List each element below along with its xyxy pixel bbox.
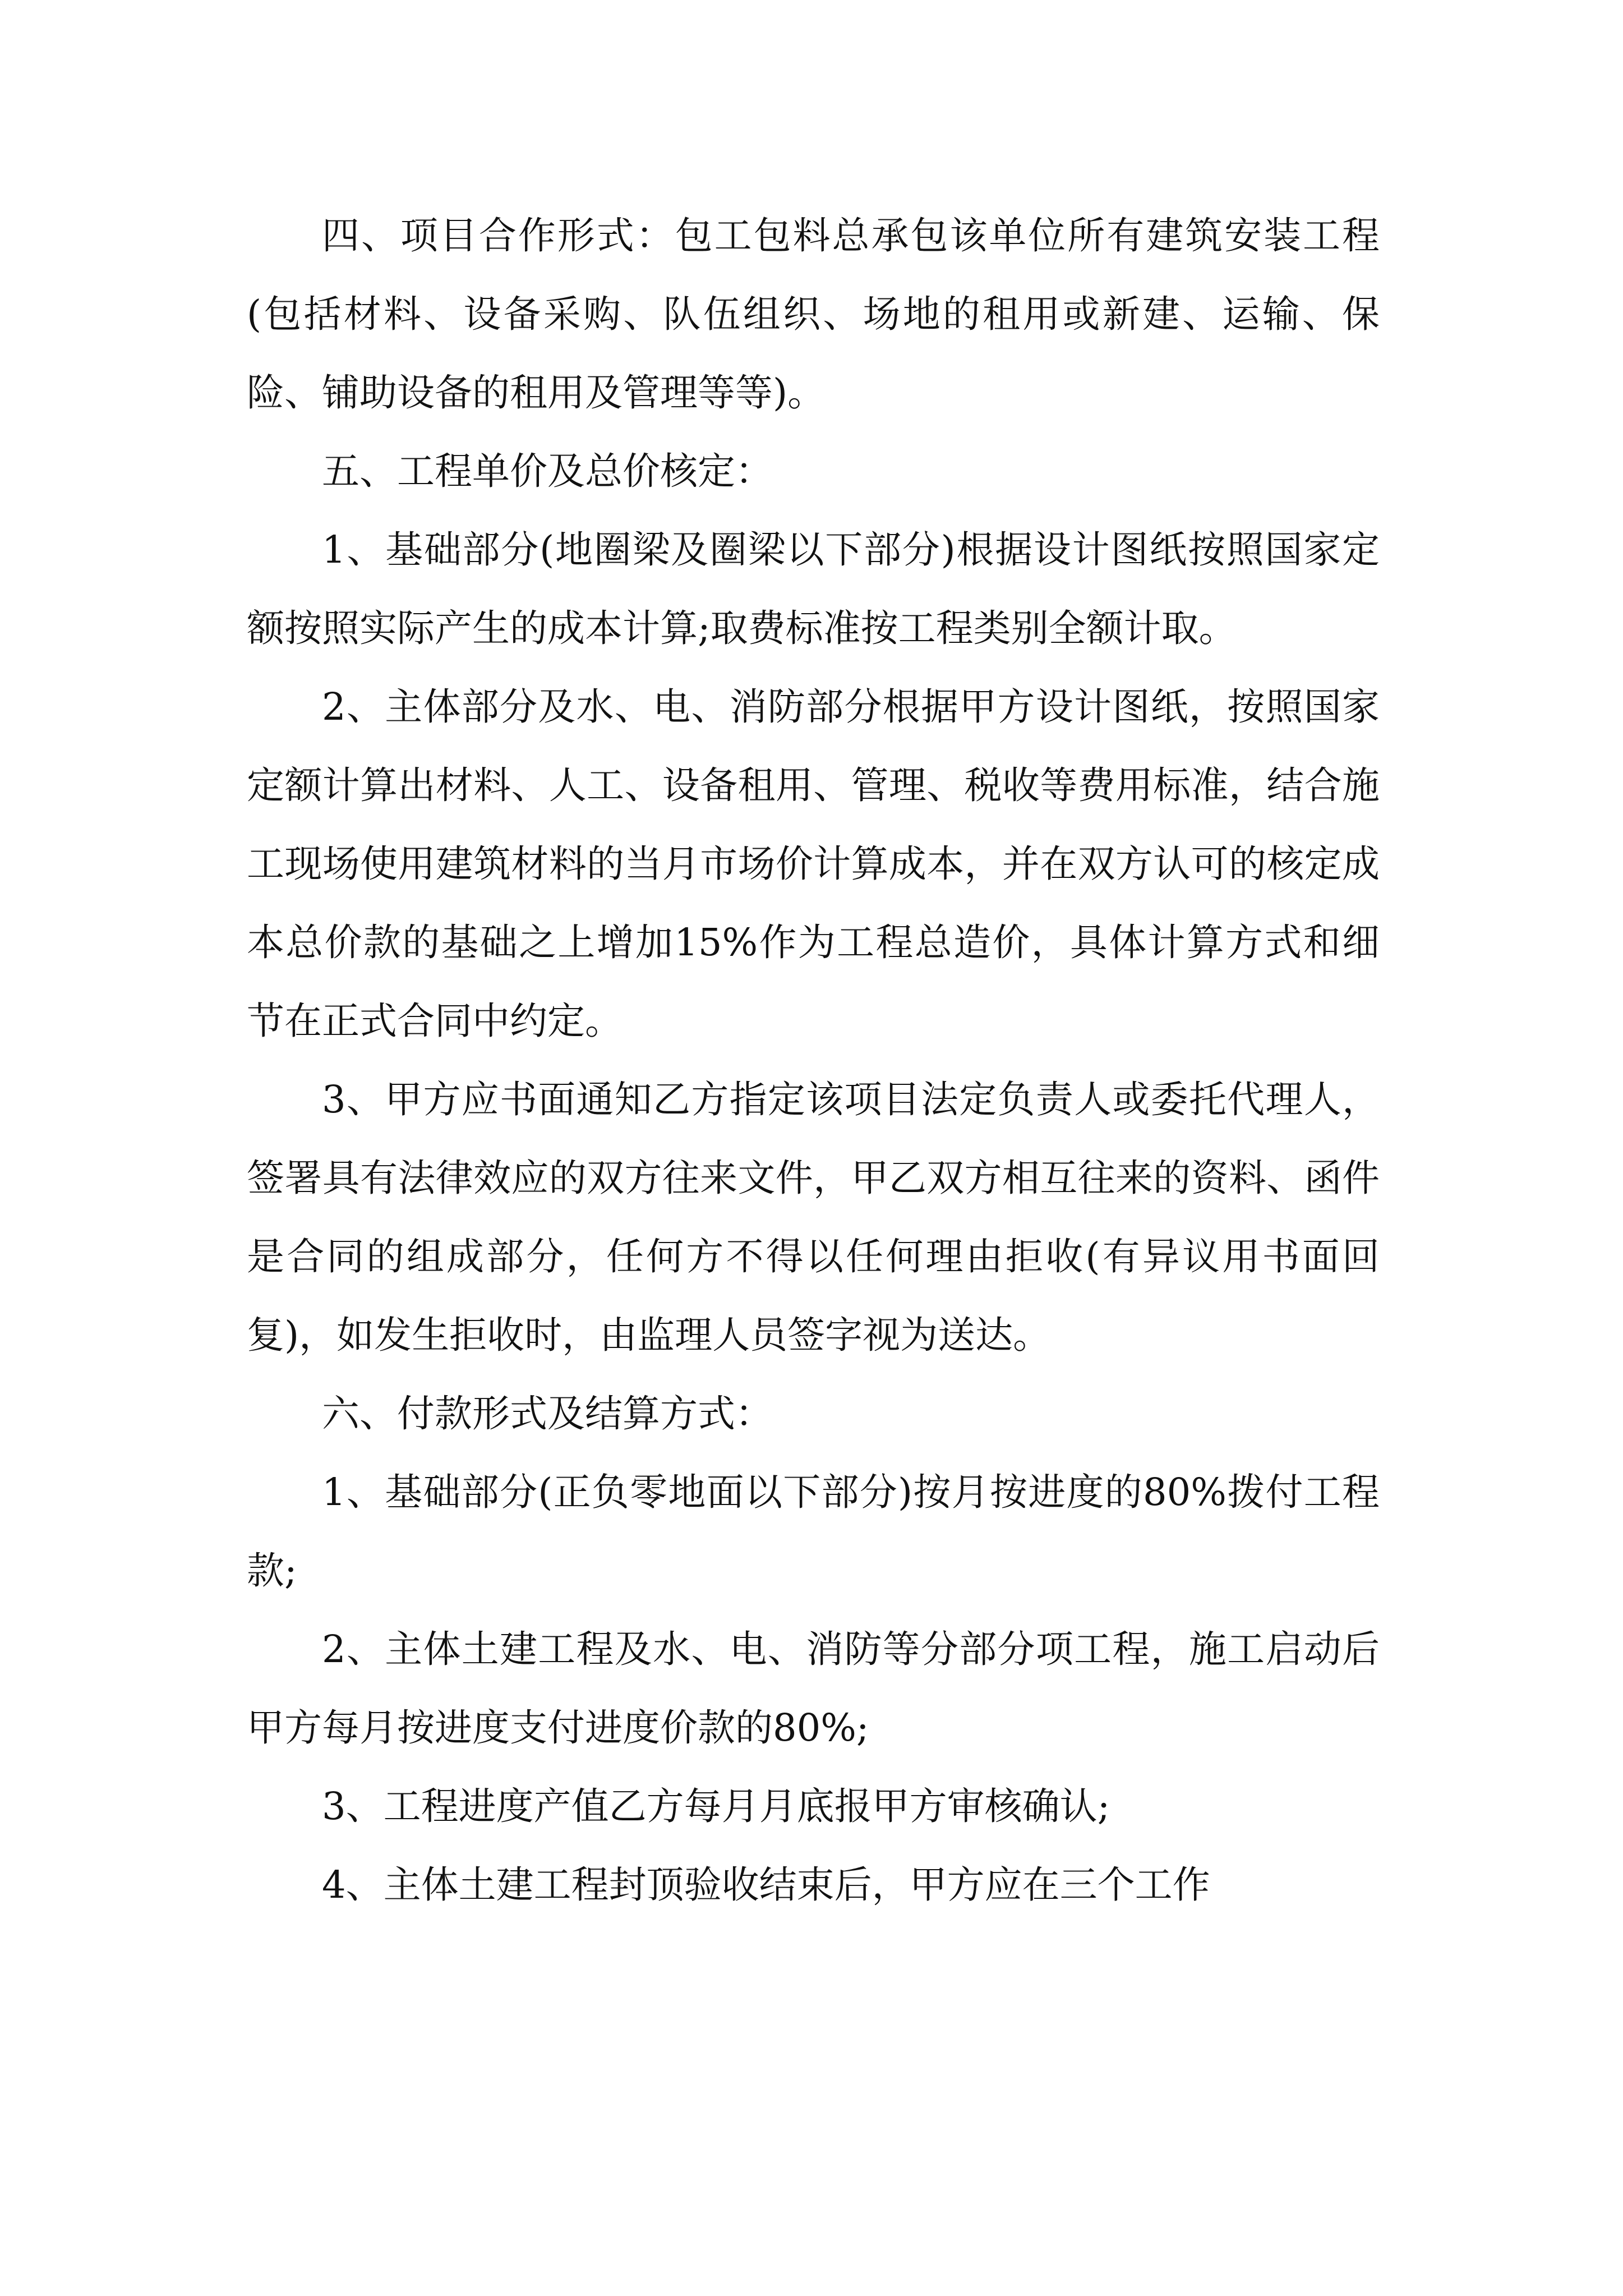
- section-6-item-1-foundation-payment: 1、基础部分(正负零地面以下部分)按月按进度的80%拨付工程款;: [247, 1470, 1380, 1593]
- section-6-heading-payment-settlement: 六、付款形式及结算方式：: [322, 1392, 773, 1435]
- section-6-item-4-acceptance: 4、主体土建工程封顶验收结束后，甲方应在三个工作: [322, 1863, 1210, 1907]
- section-5-item-1-foundation: 1、基础部分(地圈梁及圈梁以下部分)根据设计图纸按照国家定额按照实际产生的成本计算;取费标准按工程类别全额计取。: [247, 528, 1380, 650]
- document-body: [247, 196, 1380, 1924]
- section-5-item-2-main-structure: 2、主体部分及水、电、消防部分根据甲方设计图纸，按照国家定额计算出材料、人工、设备租用、管理、税收等费用标准，结合施工现场使用建筑材料的当月市场价计算成本，并在双方认可的核定成本总价款的基础之上增加15%作为工程总造价，具体计算方式和细节在正式合同中约定。: [247, 685, 1380, 1043]
- section-5-item-3-notification: 3、甲方应书面通知乙方指定该项目法定负责人或委托代理人，签署具有法律效应的双方往来文件，甲乙双方相互往来的资料、函件是合同的组成部分，任何方不得以任何理由拒收(有异议用书面回复)，如发生拒收时，由监理人员签字视为送达。: [247, 1078, 1380, 1357]
- section-4-project-cooperation-form: 四、项目合作形式：包工包料总承包该单位所有建筑安装工程(包括材料、设备采购、队伍组织、场地的租用或新建、运输、保险、铺助设备的租用及管理等等)。: [247, 214, 1380, 415]
- section-6-item-3-monthly-report: 3、工程进度产值乙方每月月底报甲方审核确认;: [322, 1784, 1110, 1828]
- section-6-item-2-main-works-payment: 2、主体土建工程及水、电、消防等分部分项工程，施工启动后甲方每月按进度支付进度价款的80%;: [247, 1627, 1380, 1750]
- section-5-heading-price-verification: 五、工程单价及总价核定：: [322, 449, 773, 493]
